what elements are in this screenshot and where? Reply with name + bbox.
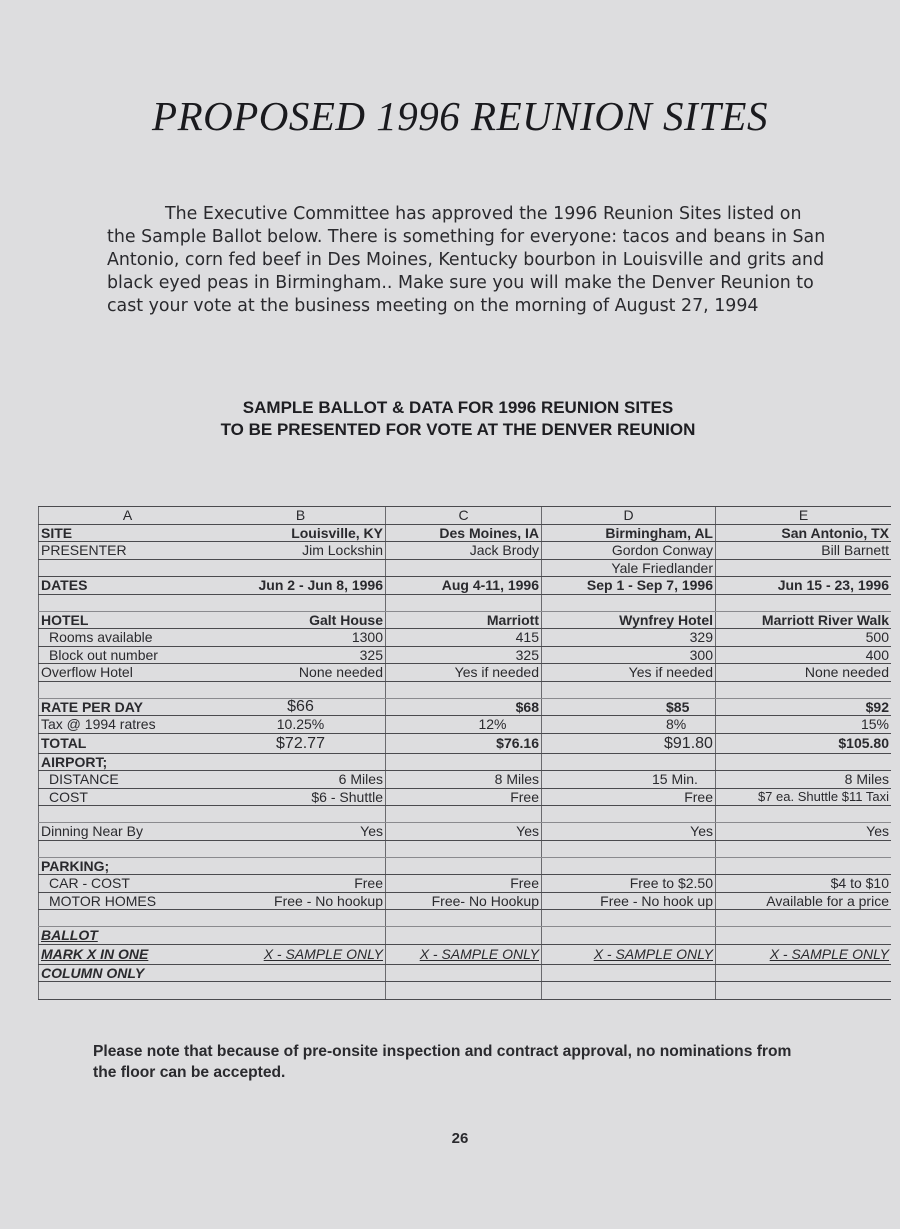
row-label: SITE	[38, 525, 216, 542]
intro-paragraph: The Executive Committee has approved the 1996 Reunion Sites listed on the Sample Ballot below. There is something for everyone: tacos and beans in San Antonio, corn fed beef in Des Moines, Kentucky bourbon in Louisville and grits and black eyed peas in Birmingham.. Make sure you will make the Denver Reunion to cast your vote at the business meeting on the morning of August 27, 1994	[107, 204, 826, 316]
table-spacer	[38, 841, 891, 858]
table-cell: None needed	[804, 664, 889, 680]
table-spacer	[38, 806, 891, 823]
table-cell: 1300	[216, 629, 386, 646]
table-cell: 325	[216, 647, 386, 664]
table-cell: None needed	[216, 664, 386, 681]
table-row-tax	[38, 716, 891, 734]
row-label: Dinning Near By	[38, 823, 216, 840]
table-cell: 300	[542, 647, 716, 664]
table-row-parking	[38, 858, 891, 876]
table-header-row	[38, 506, 891, 525]
table-cell: Yes	[542, 823, 716, 840]
table-cell: 8%	[542, 716, 716, 733]
table-cell: 12%	[386, 716, 542, 733]
table-row-dining	[38, 823, 891, 841]
table-row-block	[38, 647, 891, 665]
table-row-column-only	[38, 965, 891, 983]
table-cell	[216, 560, 386, 577]
table-cell: Yes	[866, 823, 889, 839]
table-cell: Yes	[386, 823, 542, 840]
table-cell	[716, 560, 891, 577]
row-label: HOTEL	[38, 612, 216, 629]
column-letter-c: C	[386, 507, 542, 524]
table-cell: Jack Brody	[386, 542, 542, 559]
row-label: Tax @ 1994 ratres	[38, 716, 216, 733]
table-row-airport	[38, 754, 891, 772]
row-label: AIRPORT;	[38, 754, 216, 771]
table-cell: 8 Miles	[844, 771, 889, 787]
table-cell: Free	[386, 789, 542, 806]
table-row-rooms	[38, 629, 891, 647]
ballot-heading-line-1: SAMPLE BALLOT & DATA FOR 1996 REUNION SITES	[242, 398, 674, 417]
row-label: Rooms available	[38, 629, 216, 646]
row-label: BALLOT	[38, 927, 216, 944]
row-label: COST	[38, 789, 216, 806]
table-cell: Louisville, KY	[216, 525, 386, 542]
table-row-ballot	[38, 927, 891, 945]
ballot-heading-line-2: TO BE PRESENTED FOR VOTE AT THE DENVER REUNION	[220, 420, 696, 439]
row-label: COLUMN ONLY	[38, 965, 216, 982]
table-cell: Free- No Hookup	[386, 893, 542, 910]
table-row-cost	[38, 789, 891, 807]
table-cell: 10.25%	[216, 716, 386, 733]
table-cell: Marriott River Walk	[761, 611, 889, 628]
table-cell: Yale Friedlander	[542, 560, 716, 577]
table-cell: 329	[542, 629, 716, 646]
table-row-hotel	[38, 612, 891, 630]
table-cell: Wynfrey Hotel	[542, 612, 716, 629]
row-label: Overflow Hotel	[38, 664, 216, 681]
table-row-site	[38, 525, 891, 543]
table-cell: Free	[386, 875, 542, 892]
table-cell: Free - No hookup	[216, 893, 386, 910]
table-cell: $68	[386, 699, 542, 716]
table-cell: Sep 1 - Sep 7, 1996	[542, 577, 716, 594]
row-label: DATES	[38, 577, 216, 594]
table-cell: $4 to $10	[830, 875, 889, 891]
ballot-table	[38, 506, 891, 1000]
table-cell: Available for a price	[766, 892, 889, 909]
page-number: 26	[451, 1130, 469, 1147]
row-label: CAR - COST	[38, 875, 216, 892]
ballot-choice-birmingham[interactable]: X - SAMPLE ONLY	[542, 945, 716, 964]
table-cell: Free	[216, 875, 386, 892]
table-cell: $6 - Shuttle	[216, 789, 386, 806]
row-label: PARKING;	[38, 858, 216, 875]
table-cell: 8 Miles	[386, 771, 542, 788]
table-cell: Yes if needed	[542, 664, 716, 681]
table-row-mark-x	[38, 945, 891, 965]
table-cell: 415	[386, 629, 542, 646]
column-letter-b: B	[216, 507, 386, 524]
footnote: Please note that because of pre-onsite inspection and contract approval, no nominations from the floor can be accepted.	[93, 1043, 792, 1081]
table-cell: Free	[542, 789, 716, 806]
table-cell: Birmingham, AL	[542, 525, 716, 542]
table-cell: $105.80	[838, 734, 889, 751]
ballot-choice-des-moines[interactable]: X - SAMPLE ONLY	[386, 945, 542, 964]
column-letter-e: E	[798, 507, 809, 523]
table-row-dates	[38, 577, 891, 595]
column-letter-a: A	[38, 507, 216, 524]
table-cell: Yes	[216, 823, 386, 840]
table-cell: $92	[865, 698, 889, 715]
row-label: TOTAL	[38, 734, 216, 753]
row-label: RATE PER DAY	[38, 699, 216, 716]
table-spacer	[38, 910, 891, 927]
ballot-choice-louisville[interactable]: X - SAMPLE ONLY	[216, 945, 386, 964]
table-cell: Galt House	[216, 612, 386, 629]
table-cell: San Antonio, TX	[781, 524, 889, 541]
table-cell: 6 Miles	[216, 771, 386, 788]
table-cell: $76.16	[386, 734, 542, 753]
ballot-heading	[0, 397, 900, 441]
row-label: PRESENTER	[38, 542, 216, 559]
ballot-choice-san-antonio[interactable]: X - SAMPLE ONLY	[769, 945, 889, 962]
table-cell: 15%	[860, 716, 889, 732]
table-cell: Bill Barnett	[821, 542, 889, 558]
table-cell: Jun 15 - 23, 1996	[777, 577, 889, 593]
table-spacer	[38, 682, 891, 699]
table-cell: $7 ea. Shuttle $11 Taxi	[757, 788, 889, 804]
table-cell: $66	[216, 699, 386, 716]
table-row-motor-homes	[38, 893, 891, 911]
table-cell: Yes if needed	[386, 664, 542, 681]
table-row-presenter	[38, 542, 891, 560]
row-label	[38, 560, 216, 577]
row-label: MARK X IN ONE	[38, 945, 216, 964]
table-row-blank	[38, 982, 891, 1000]
table-cell	[386, 560, 542, 577]
table-row-presenter-2	[38, 560, 891, 578]
table-cell: $91.80	[542, 734, 716, 753]
table-cell: Aug 4-11, 1996	[386, 577, 542, 594]
row-label: Block out number	[38, 647, 216, 664]
table-cell: $85	[542, 699, 716, 716]
table-cell: 500	[865, 629, 889, 645]
column-letter-d: D	[542, 507, 716, 524]
table-row-overflow	[38, 664, 891, 682]
table-row-car-cost	[38, 875, 891, 893]
table-row-total	[38, 734, 891, 754]
table-cell: Marriott	[386, 612, 542, 629]
table-row-rate	[38, 699, 891, 717]
row-label: MOTOR HOMES	[38, 893, 216, 910]
row-label: DISTANCE	[38, 771, 216, 788]
table-cell: $72.77	[216, 734, 386, 753]
table-cell: Jim Lockshin	[216, 542, 386, 559]
table-row-distance	[38, 771, 891, 789]
table-cell: Free to $2.50	[542, 875, 716, 892]
table-cell: Des Moines, IA	[386, 525, 542, 542]
table-cell: Gordon Conway	[542, 542, 716, 559]
table-spacer	[38, 595, 891, 612]
table-cell: 325	[386, 647, 542, 664]
table-cell: 15 Min.	[542, 771, 716, 788]
table-cell: 400	[865, 646, 889, 663]
table-cell: Free - No hook up	[542, 893, 716, 910]
page-title: PROPOSED 1996 REUNION SITES	[152, 93, 768, 139]
table-cell: Jun 2 - Jun 8, 1996	[216, 577, 386, 594]
